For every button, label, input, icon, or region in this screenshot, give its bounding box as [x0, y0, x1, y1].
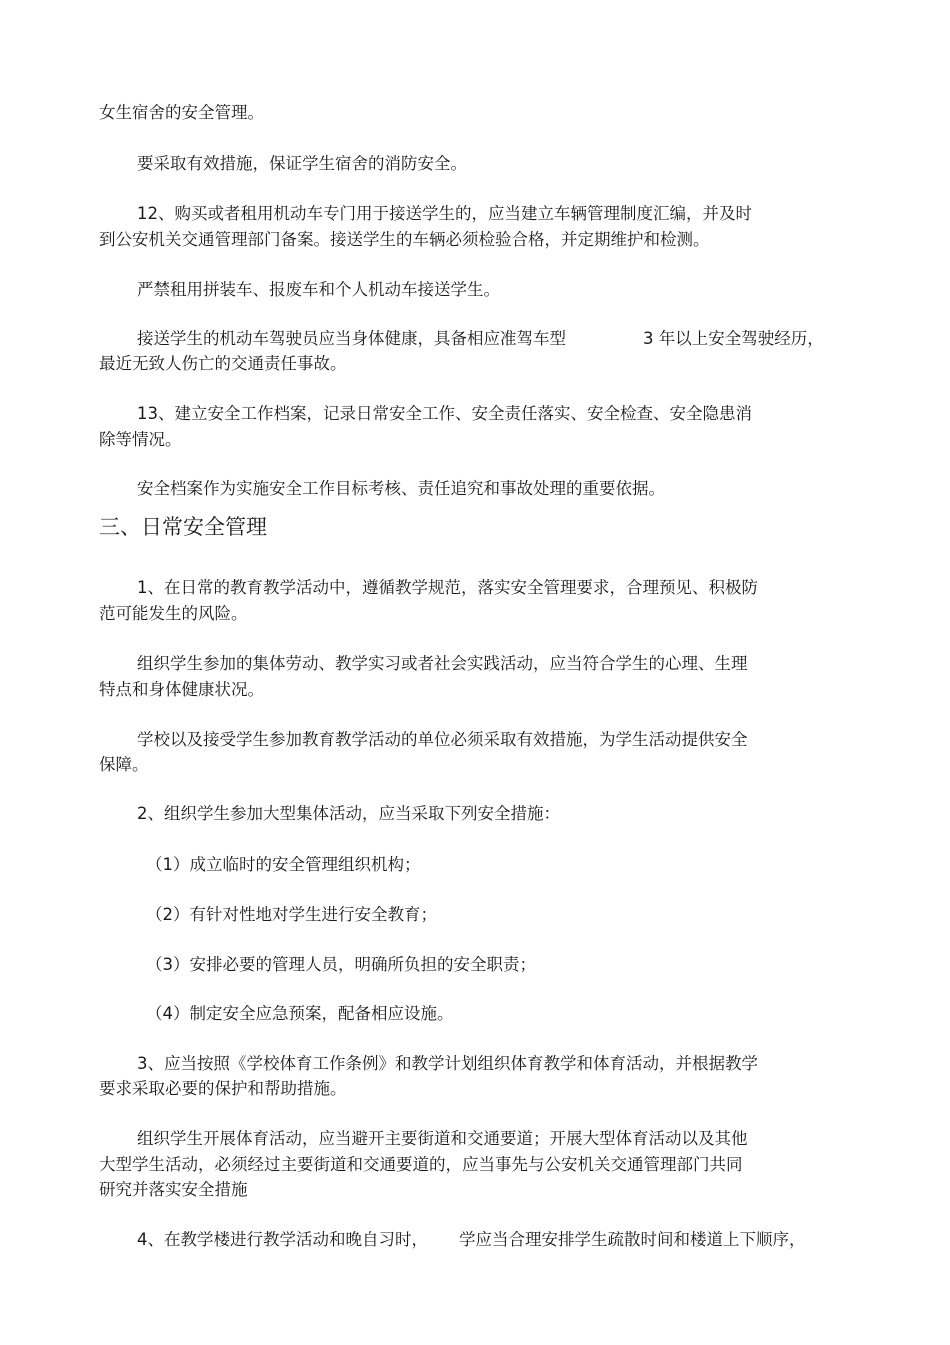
section-heading: 三、日常安全管理 [99, 515, 267, 539]
text-line: 要采取有效措施，保证学生宿舍的消防安全。 [137, 154, 467, 173]
text-line: 特点和身体健康状况。 [99, 680, 264, 699]
text-line: 到公安机关交通管理部门备案。接送学生的车辆必须检验合格，并定期维护和检测。 [99, 230, 710, 249]
text-line: 研究并落实安全措施 [99, 1180, 248, 1199]
list-item: （3）安排必要的管理人员，明确所负担的安全职责； [146, 955, 536, 974]
text-line: 1、在日常的教育教学活动中，遵循教学规范，落实安全管理要求，合理预见、积极防 [137, 578, 758, 597]
text-line: 组织学生参加的集体劳动、教学实习或者社会实践活动，应当符合学生的心理、生理 [137, 654, 748, 673]
text-line: 3、应当按照《学校体育工作条例》和教学计划组织体育教学和体育活动，并根据教学 [137, 1054, 758, 1073]
text-line: 安全档案作为实施安全工作目标考核、责任追究和事故处理的重要依据。 [137, 479, 665, 498]
text-line: 学校以及接受学生参加教育教学活动的单位必须采取有效措施，为学生活动提供安全 [137, 730, 748, 749]
text-line: 大型学生活动，必须经过主要街道和交通要道的，应当事先与公安机关交通管理部门共同 [99, 1155, 743, 1174]
text-line: 组织学生开展体育活动，应当避开主要街道和交通要道；开展大型体育活动以及其他 [137, 1129, 748, 1148]
text-line: 除等情况。 [99, 430, 182, 449]
text-line-fragment: 3 年以上安全驾驶经历， [643, 329, 824, 348]
text-line: 保障。 [99, 755, 149, 774]
list-item: （4）制定安全应急预案，配备相应设施。 [146, 1004, 454, 1023]
text-line: 严禁租用拼装车、报废车和个人机动车接送学生。 [137, 280, 500, 299]
text-line: 2、组织学生参加大型集体活动，应当采取下列安全措施： [137, 804, 560, 823]
text-line: 最近无致人伤亡的交通责任事故。 [99, 354, 347, 373]
list-item: （1）成立临时的安全管理组织机构； [146, 855, 421, 874]
text-line: 12、购买或者租用机动车专门用于接送学生的，应当建立车辆管理制度汇编，并及时 [137, 204, 752, 223]
text-line: 范可能发生的风险。 [99, 604, 248, 623]
text-line: 4、在教学楼进行教学活动和晚自习时， [137, 1230, 428, 1249]
list-item: （2）有针对性地对学生进行安全教育； [146, 905, 437, 924]
text-line: 接送学生的机动车驾驶员应当身体健康，具备相应准驾车型 [137, 329, 566, 348]
text-line: 13、建立安全工作档案，记录日常安全工作、安全责任落实、安全检查、安全隐患消 [137, 404, 752, 423]
text-line: 女生宿舍的安全管理。 [99, 103, 264, 122]
text-line-fragment: 学应当合理安排学生疏散时间和楼道上下顺序， [459, 1230, 806, 1249]
text-line: 要求采取必要的保护和帮助措施。 [99, 1079, 347, 1098]
